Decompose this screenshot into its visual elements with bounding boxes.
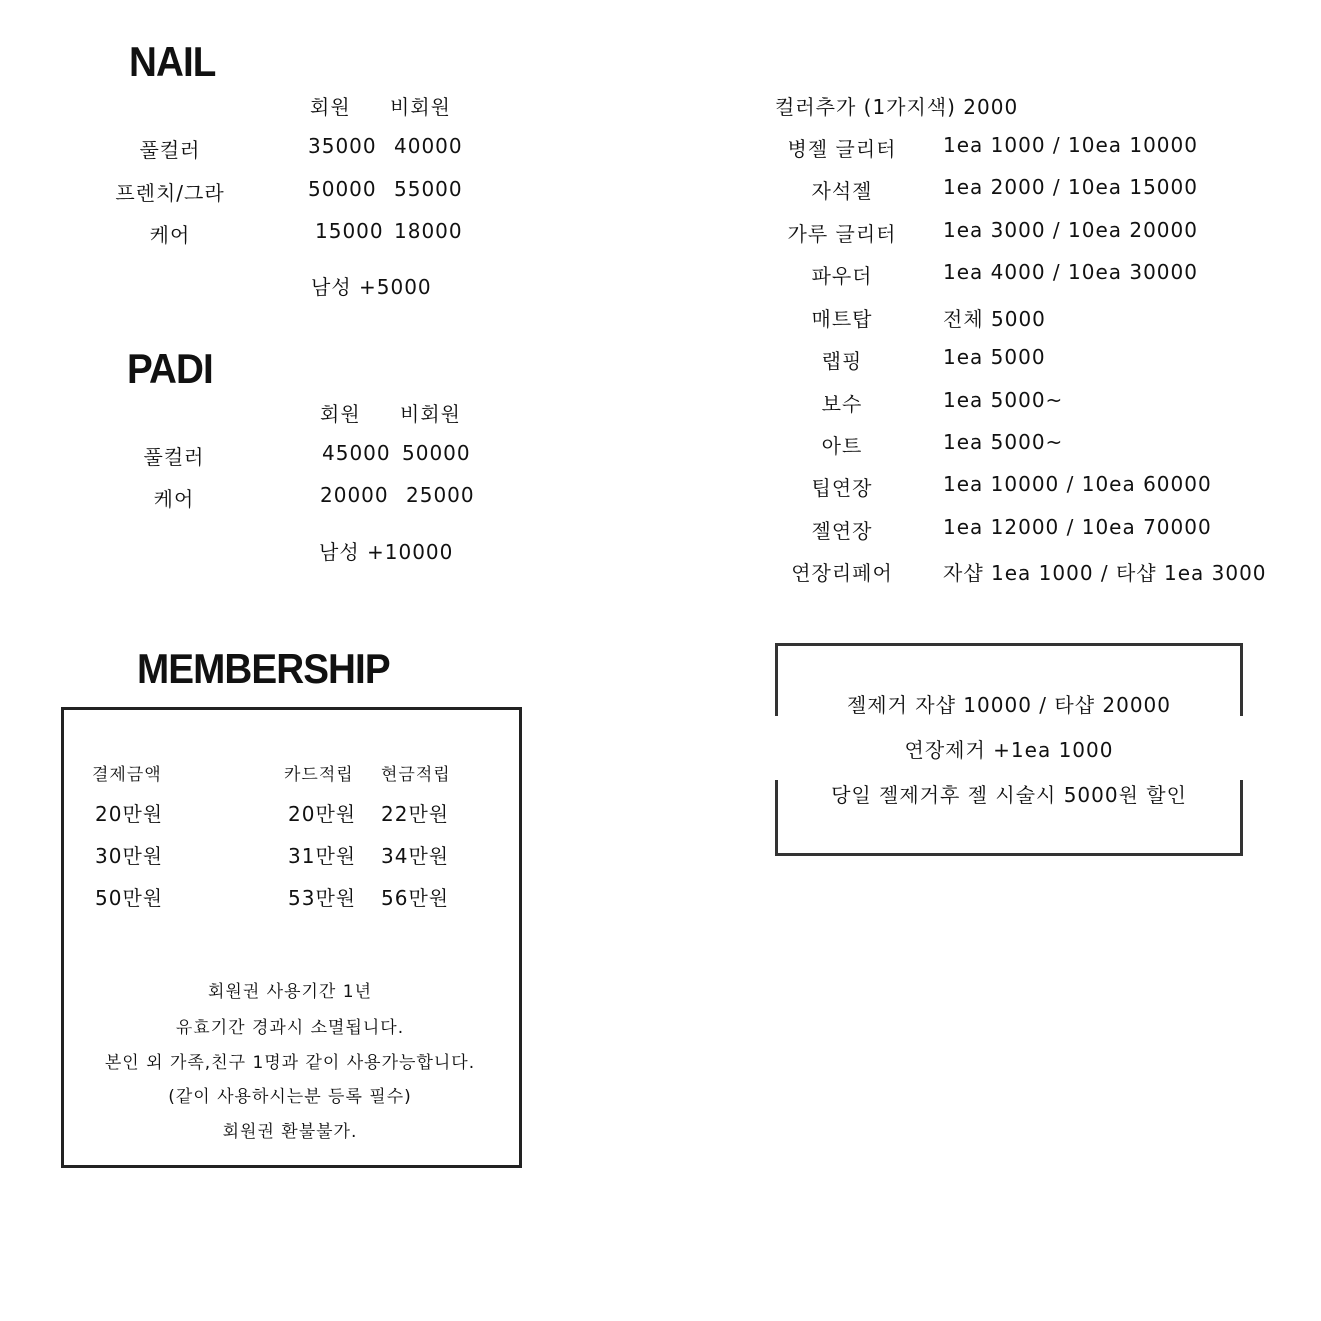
padi-row-name: 케어 <box>153 487 195 511</box>
option-price: 1ea 4000 / 10ea 30000 <box>943 260 1198 284</box>
option-name: 랩핑 <box>821 349 863 373</box>
nail-row-name: 풀컬러 <box>139 138 201 162</box>
nail-row-member: 15000 <box>315 219 384 243</box>
membership-heading: MEMBERSHIP <box>137 645 390 692</box>
option-name: 아트 <box>821 434 863 458</box>
membership-col-card: 카드적립 <box>284 765 354 785</box>
membership-note: 회원권 사용기간 1년 <box>208 982 372 1002</box>
same-day-discount-line: 당일 젤제거후 젤 시술시 5000원 할인 <box>831 783 1187 807</box>
padi-row-nonmember: 50000 <box>402 441 471 465</box>
membership-note: 유효기간 경과시 소멸됩니다. <box>175 1018 405 1038</box>
membership-card: 20만원 <box>288 802 357 826</box>
option-price: 1ea 2000 / 10ea 15000 <box>943 175 1198 199</box>
membership-cash: 56만원 <box>381 886 450 910</box>
color-add-line: 컬러추가 (1가지색) 2000 <box>775 95 1019 119</box>
option-price: 자샵 1ea 1000 / 타샵 1ea 3000 <box>943 561 1267 585</box>
option-name: 자석젤 <box>811 179 873 203</box>
membership-cash: 34만원 <box>381 844 450 868</box>
nail-heading: NAIL <box>129 38 216 85</box>
membership-payment: 30만원 <box>95 844 164 868</box>
extension-removal-line: 연장제거 +1ea 1000 <box>904 738 1114 762</box>
option-name: 병젤 글리터 <box>787 137 897 161</box>
option-price: 1ea 5000~ <box>943 388 1064 412</box>
membership-payment: 50만원 <box>95 886 164 910</box>
option-name: 가루 글리터 <box>787 222 897 246</box>
option-price: 1ea 10000 / 10ea 60000 <box>943 472 1212 496</box>
option-name: 젤연장 <box>811 519 873 543</box>
option-name: 매트탑 <box>811 307 873 331</box>
membership-card: 53만원 <box>288 886 357 910</box>
padi-row-member: 45000 <box>322 441 391 465</box>
nail-row-nonmember: 55000 <box>394 177 463 201</box>
option-price: 1ea 12000 / 10ea 70000 <box>943 515 1212 539</box>
membership-col-cash: 현금적립 <box>381 765 451 785</box>
membership-card: 31만원 <box>288 844 357 868</box>
nail-col-nonmember: 비회원 <box>390 95 451 119</box>
nail-col-member: 회원 <box>310 95 351 119</box>
gel-removal-line: 젤제거 자샵 10000 / 타샵 20000 <box>846 693 1171 717</box>
membership-payment: 20만원 <box>95 802 164 826</box>
padi-col-member: 회원 <box>320 402 361 426</box>
option-price: 1ea 3000 / 10ea 20000 <box>943 218 1198 242</box>
nail-row-name: 케어 <box>149 223 191 247</box>
nail-row-nonmember: 40000 <box>394 134 463 158</box>
option-name: 보수 <box>821 392 863 416</box>
option-price: 전체 5000 <box>943 307 1046 331</box>
nail-row-member: 35000 <box>308 134 377 158</box>
membership-col-payment: 결제금액 <box>92 765 162 785</box>
option-price: 1ea 1000 / 10ea 10000 <box>943 133 1198 157</box>
membership-cash: 22만원 <box>381 802 450 826</box>
nail-row-member: 50000 <box>308 177 377 201</box>
option-name: 연장리페어 <box>791 561 893 585</box>
padi-row-nonmember: 25000 <box>406 483 475 507</box>
option-name: 파우더 <box>811 264 873 288</box>
padi-col-nonmember: 비회원 <box>400 402 461 426</box>
padi-male-note: 남성 +10000 <box>319 540 454 564</box>
option-price: 1ea 5000~ <box>943 430 1064 454</box>
padi-heading: PADI <box>127 345 213 392</box>
membership-note: 본인 외 가족,친구 1명과 같이 사용가능합니다. <box>104 1053 476 1073</box>
nail-row-nonmember: 18000 <box>394 219 463 243</box>
option-name: 팁연장 <box>811 476 873 500</box>
nail-row-name: 프렌치/그라 <box>115 181 225 205</box>
option-price: 1ea 5000 <box>943 345 1046 369</box>
padi-row-name: 풀컬러 <box>143 445 205 469</box>
nail-male-note: 남성 +5000 <box>311 275 432 299</box>
membership-note: (같이 사용하시는분 등록 필수) <box>168 1087 412 1107</box>
padi-row-member: 20000 <box>320 483 389 507</box>
membership-note: 회원권 환불불가. <box>222 1122 358 1142</box>
